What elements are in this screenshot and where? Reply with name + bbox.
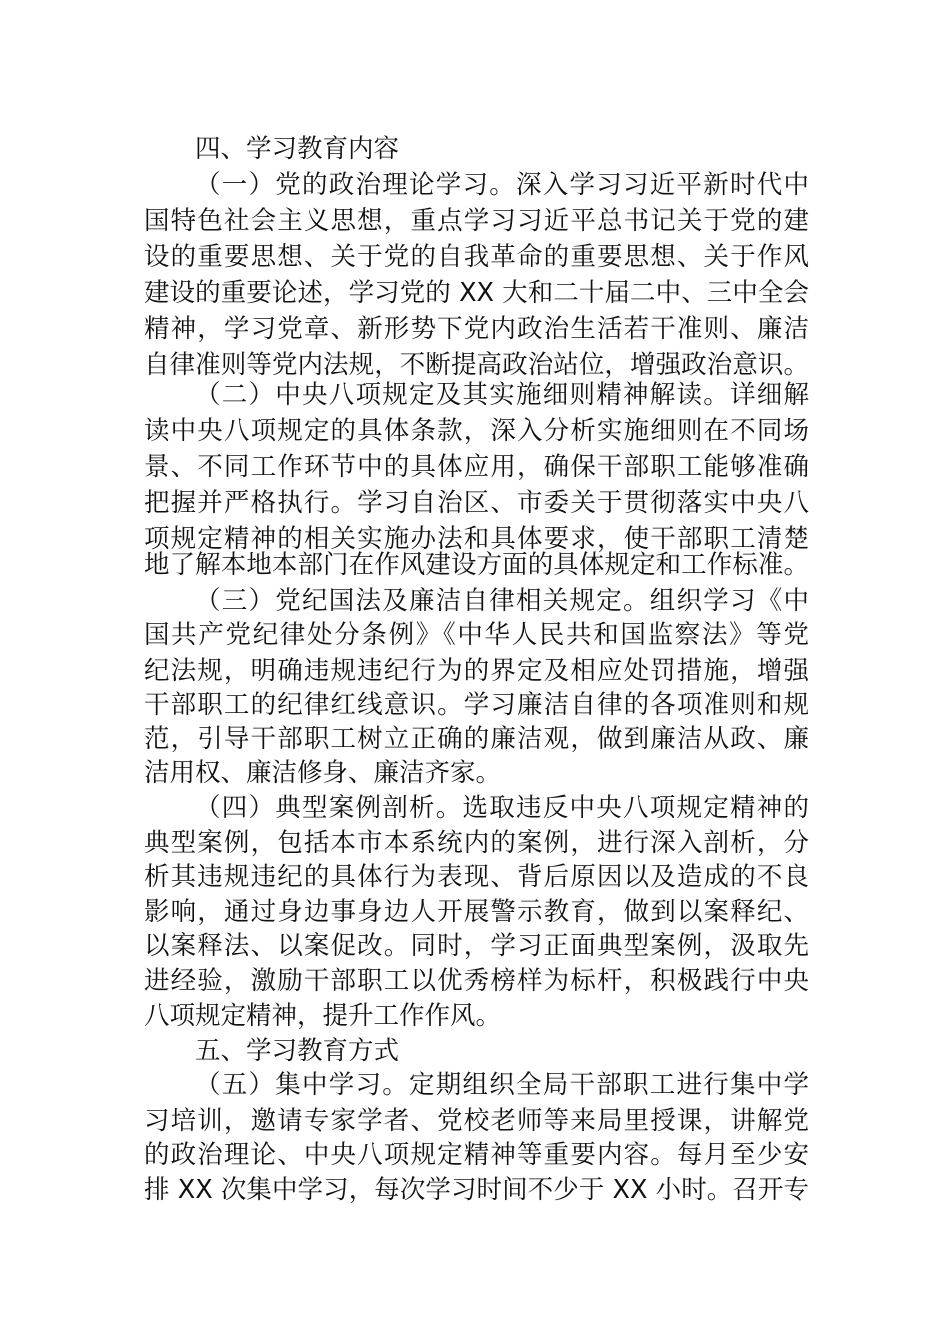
paragraph-line: 自律准则等党内法规，不断提高政治站位，增强政治意识。 [144, 350, 809, 380]
paragraph-line: 建设的重要论述，学习党的 XX 大和二十届二中、三中全会 [144, 278, 809, 308]
paragraph-line: 国共产党纪律处分条例》《中华人民共和国监察法》等党 [144, 620, 809, 650]
paragraph-line: （四）典型案例剖析。选取违反中央八项规定精神的 [195, 793, 809, 823]
paragraph-line: 的政治理论、中央八项规定精神等重要内容。每月至少安 [144, 1140, 809, 1170]
paragraph-line: 读中央八项规定的具体条款，深入分析实施细则在不同场 [144, 416, 809, 446]
paragraph-line: 设的重要思想、关于党的自我革命的重要思想、关于作风 [144, 242, 809, 272]
paragraph-line: 进经验，激励干部职工以优秀榜样为标杆，积极践行中央 [144, 966, 809, 996]
paragraph-line: 把握并严格执行。学习自治区、市委关于贯彻落实中央八 [144, 488, 809, 518]
paragraph-line: （三）党纪国法及廉洁自律相关规定。组织学习《中 [195, 586, 809, 616]
paragraph-line: 干部职工的纪律红线意识。学习廉洁自律的各项准则和规 [144, 690, 809, 720]
paragraph-line: 精神，学习党章、新形势下党内政治生活若干准则、廉洁 [144, 314, 809, 344]
paragraph-line: （五）集中学习。定期组织全局干部职工进行集中学 [195, 1070, 809, 1100]
paragraph-line: 洁用权、廉洁修身、廉洁齐家。 [144, 758, 502, 788]
paragraph-line: 景、不同工作环节中的具体应用，确保干部职工能够准确 [144, 452, 809, 482]
paragraph-line: 排 XX 次集中学习，每次学习时间不少于 XX 小时。召开专 [144, 1175, 809, 1205]
paragraph-line: （二）中央八项规定及其实施细则精神解读。详细解 [195, 380, 809, 410]
paragraph-line: 项规定精神的相关实施办法和具体要求，使干部职工清楚 [144, 524, 809, 554]
paragraph-line: 影响，通过身边事身边人开展警示教育，做到以案释纪、 [144, 897, 809, 927]
paragraph-line: 析其违规违纪的具体行为表现、背后原因以及造成的不良 [144, 862, 809, 892]
paragraph-line: （一）党的政治理论学习。深入学习习近平新时代中 [195, 170, 809, 200]
paragraph-line: 八项规定精神，提升工作作风。 [144, 1001, 502, 1031]
section-heading-4: 四、学习教育内容 [195, 134, 400, 164]
paragraph-line: 纪法规，明确违规违纪行为的界定及相应处罚措施，增强 [144, 656, 809, 686]
section-heading-5: 五、学习教育方式 [195, 1036, 400, 1066]
paragraph-line: 以案释法、以案促改。同时，学习正面典型案例，汲取先 [144, 931, 809, 961]
paragraph-line: 地了解本地本部门在作风建设方面的具体规定和工作标准。 [144, 550, 809, 580]
paragraph-line: 范，引导干部职工树立正确的廉洁观，做到廉洁从政、廉 [144, 724, 809, 754]
paragraph-line: 国特色社会主义思想，重点学习习近平总书记关于党的建 [144, 206, 809, 236]
paragraph-line: 典型案例，包括本市本系统内的案例，进行深入剖析，分 [144, 828, 809, 858]
paragraph-line: 习培训，邀请专家学者、党校老师等来局里授课，讲解党 [144, 1106, 809, 1136]
